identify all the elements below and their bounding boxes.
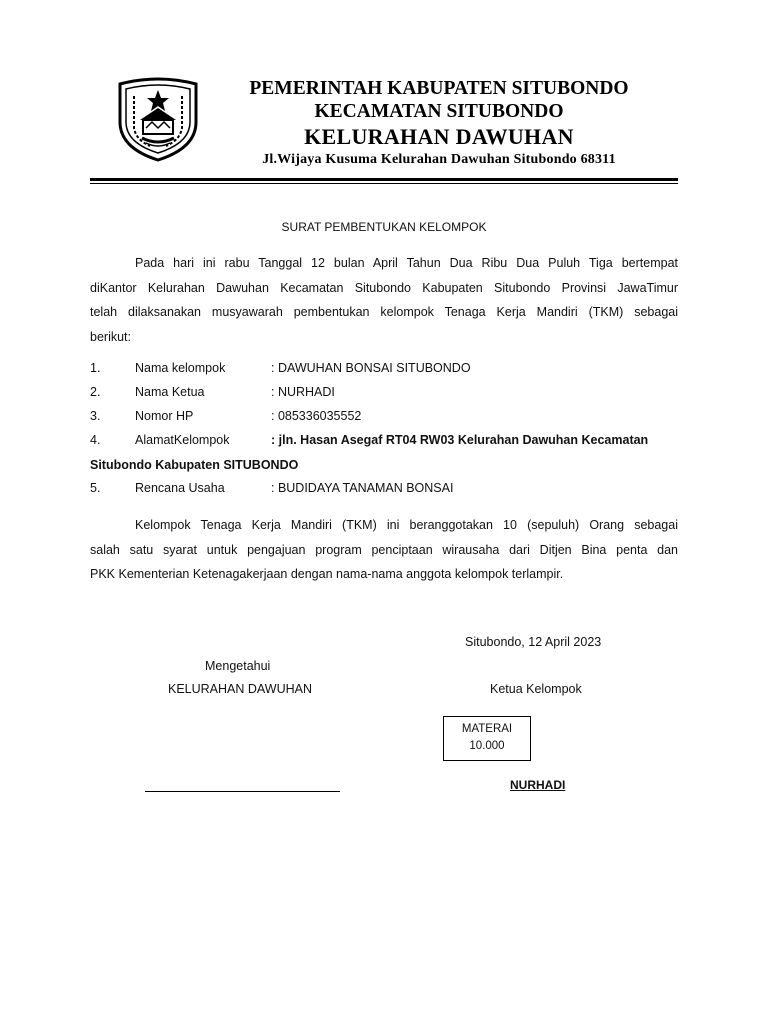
letterhead-district: KECAMATAN SITUBONDO — [314, 101, 564, 122]
paragraph-line: salah satu syarat untuk pengajuan program penciptaan wirausaha dari Ditjen Bina penta dan — [90, 542, 678, 557]
item-value: : NURHADI — [271, 385, 335, 399]
village-office-label: KELURAHAN DAWUHAN — [168, 682, 313, 696]
paragraph-line: PKK Kementerian Ketenagakerjaan dengan nama-nama anggota kelompok terlampir. — [90, 567, 564, 582]
list-item — [90, 361, 678, 381]
item-label: Rencana Usaha — [135, 481, 225, 495]
letterhead-village: KELURAHAN DAWUHAN — [304, 124, 574, 149]
item-value-continuation: Situbondo Kabupaten SITUBONDO — [90, 458, 299, 472]
paragraph-line: telah dilaksanakan musyawarah pembentukan kelompok Tenaga Kerja Mandiri (TKM) sebagai — [90, 305, 678, 320]
group-leader-name: NURHADI — [510, 778, 566, 792]
item-number: 1. — [90, 361, 101, 375]
list-item-continuation — [90, 458, 678, 478]
signature-line — [145, 791, 340, 792]
paragraph-line: berikut: — [90, 329, 131, 344]
paragraph-line: Pada hari ini rabu Tanggal 12 bulan April Tahun Dua Ribu Dua Puluh Tiga bertempat — [135, 256, 678, 270]
item-label: Nama kelompok — [135, 361, 226, 375]
item-value: : jln. Hasan Asegaf RT04 RW03 Kelurahan Dawuhan Kecamatan — [271, 433, 649, 447]
letterhead-divider-thick — [90, 178, 678, 181]
list-item — [90, 481, 678, 501]
item-value: : 085336035552 — [271, 409, 362, 423]
document-title: SURAT PEMBENTUKAN KELOMPOK — [281, 220, 487, 234]
letterhead-address: Jl.Wijaya Kusuma Kelurahan Dawuhan Situbondo 68311 — [262, 152, 616, 167]
group-leader-label: Ketua Kelompok — [490, 682, 582, 696]
item-number: 2. — [90, 385, 101, 399]
letterhead-divider-thin — [90, 183, 678, 184]
item-number: 5. — [90, 481, 101, 495]
item-label: Nama Ketua — [135, 385, 205, 399]
item-value: : DAWUHAN BONSAI SITUBONDO — [271, 361, 471, 375]
stamp-duty-value: 10.000 — [469, 740, 505, 752]
paragraph-line: diKantor Kelurahan Dawuhan Kecamatan Situbondo Kabupaten Situbondo Provinsi JawaTimur — [90, 280, 678, 295]
item-label: AlamatKelompok — [135, 433, 230, 447]
closing-paragraph — [90, 513, 678, 587]
place-date: Situbondo, 12 April 2023 — [465, 635, 602, 649]
list-item — [90, 409, 678, 429]
list-item — [90, 433, 678, 453]
item-label: Nomor HP — [135, 409, 194, 423]
stamp-duty-label: MATERAI — [461, 723, 513, 735]
item-number: 3. — [90, 409, 101, 423]
acknowledged-label: Mengetahui — [205, 659, 271, 673]
paragraph-line: Kelompok Tenaga Kerja Mandiri (TKM) ini beranggotakan 10 (sepuluh) Orang sebagai — [135, 518, 678, 532]
opening-paragraph — [90, 251, 678, 349]
regency-emblem-icon — [112, 76, 204, 162]
stamp-duty-box — [443, 716, 531, 761]
list-item — [90, 385, 678, 405]
item-value: : BUDIDAYA TANAMAN BONSAI — [271, 481, 454, 495]
item-number: 4. — [90, 433, 101, 447]
letterhead-government: PEMERINTAH KABUPATEN SITUBONDO — [249, 78, 629, 99]
